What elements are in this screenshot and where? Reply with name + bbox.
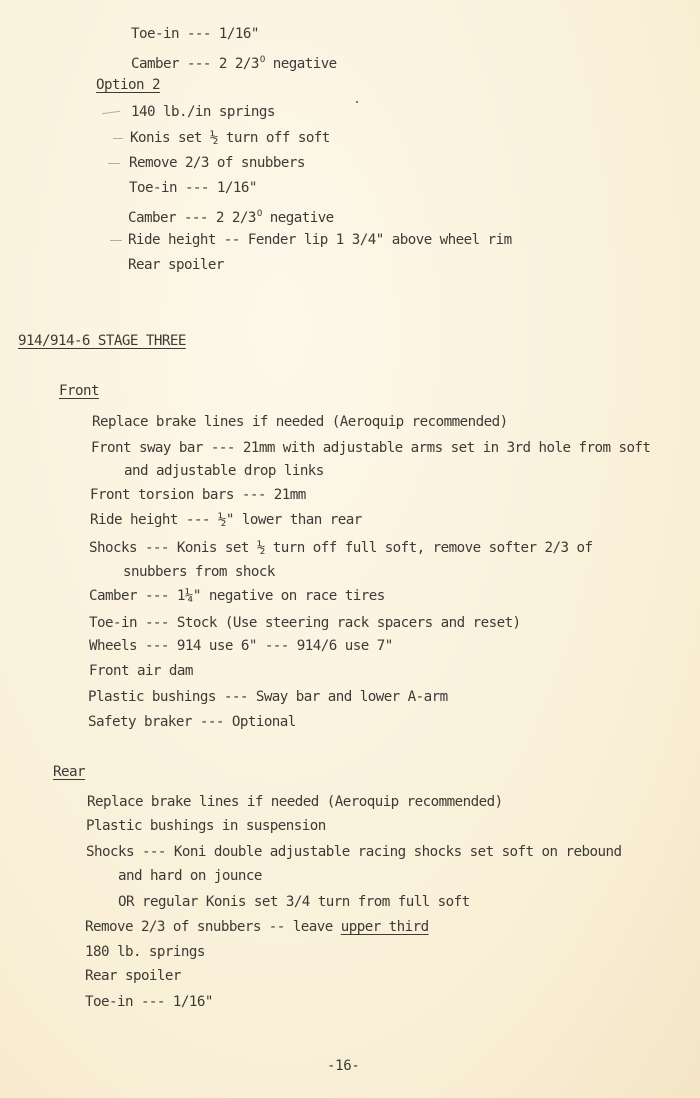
option2-springs: 140 lb./in springs: [131, 104, 275, 120]
front-camber: Camber --- 1¼" negative on race tires: [89, 588, 385, 604]
front-sway-bar: Front sway bar --- 21mm with adjustable arms set in 3rd hole from soft: [91, 440, 651, 456]
page-number: -16-: [327, 1058, 360, 1074]
stage-three-heading: 914/914-6 STAGE THREE: [18, 333, 186, 349]
pencil-mark: [110, 240, 122, 241]
rear-plastic-bushings: Plastic bushings in suspension: [86, 818, 326, 834]
option1-camber: [131, 51, 337, 73]
front-shocks: Shocks --- Konis set ½ turn off full soft, remove softer 2/3 of: [89, 540, 593, 556]
option2-heading: Option 2: [96, 77, 160, 93]
rear-brake-lines: Replace brake lines if needed (Aeroquip recommended): [87, 794, 503, 810]
option2-ride-height: Ride height -- Fender lip 1 3/4" above wheel rim: [128, 232, 512, 248]
rear-springs: 180 lb. springs: [85, 944, 205, 960]
option2-camber-suffix: negative: [261, 210, 334, 226]
rear-shocks: Shocks --- Koni double adjustable racing shocks set soft on rebound: [86, 844, 622, 860]
front-shocks-cont: snubbers from shock: [123, 564, 275, 580]
front-torsion-bars: Front torsion bars --- 21mm: [90, 487, 306, 503]
option2-camber-degree: O: [256, 209, 262, 219]
option2-camber-prefix: Camber --- 2 2/3: [128, 210, 256, 226]
front-toe-in: Toe-in --- Stock (Use steering rack spacers and reset): [89, 615, 521, 631]
paper-speck: [356, 101, 358, 103]
option2-konis: Konis set ½ turn off soft: [130, 130, 330, 146]
option2-rear-spoiler: Rear spoiler: [128, 257, 224, 273]
option2-camber: [128, 205, 334, 227]
pencil-mark: [102, 111, 120, 114]
option1-camber-suffix: negative: [264, 56, 337, 72]
rear-shocks-cont: and hard on jounce: [118, 868, 262, 884]
pencil-mark: [108, 163, 120, 164]
front-brake-lines: Replace brake lines if needed (Aeroquip recommended): [92, 414, 508, 430]
rear-snubbers: [85, 918, 429, 936]
option1-toe-in: Toe-in --- 1/16": [131, 26, 259, 42]
rear-spoiler: Rear spoiler: [85, 968, 181, 984]
option2-toe-in: Toe-in --- 1/16": [129, 180, 257, 196]
option1-camber-degree: O: [259, 55, 265, 65]
rear-shocks-alt: OR regular Konis set 3/4 turn from full soft: [118, 894, 470, 910]
front-heading: Front: [59, 383, 99, 399]
rear-snubbers-upper-third: upper third: [340, 919, 429, 935]
front-plastic-bushings: Plastic bushings --- Sway bar and lower A-arm: [88, 689, 448, 705]
front-air-dam: Front air dam: [89, 663, 193, 679]
rear-heading: Rear: [53, 764, 85, 780]
front-sway-bar-cont: and adjustable drop links: [124, 463, 324, 479]
rear-toe-in: Toe-in --- 1/16": [85, 994, 213, 1010]
front-safety-braker: Safety braker --- Optional: [88, 714, 296, 730]
option2-snubbers: Remove 2/3 of snubbers: [129, 155, 305, 171]
option1-camber-prefix: Camber --- 2 2/3: [131, 56, 259, 72]
rear-snubbers-prefix: Remove 2/3 of snubbers -- leave: [85, 919, 341, 935]
front-wheels: Wheels --- 914 use 6" --- 914/6 use 7": [89, 638, 393, 654]
front-ride-height: Ride height --- ½" lower than rear: [90, 512, 362, 528]
pencil-mark: [113, 138, 123, 139]
